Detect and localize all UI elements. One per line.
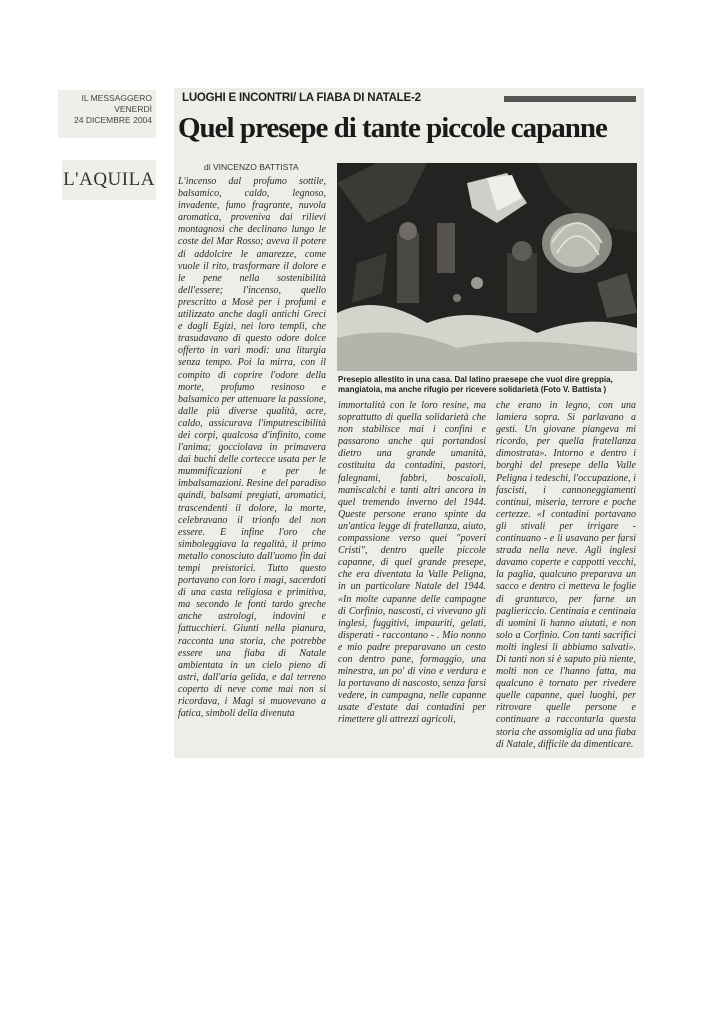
newspaper-name: IL MESSAGGERO — [81, 93, 152, 103]
article-clipping — [174, 88, 644, 758]
kicker-rule — [504, 96, 636, 102]
article-column-1: L'incenso dal profumo sottile, balsamico, caldo, legnoso, invadente, fumo fragrante, nuvola aromatica, proveniva dai rilievi montagnosi che declinano lungo le coste del Mar Rosso; aveva il potere di addolcire le amarezze, come vuole il rito, trasformare il dolore e le pene nella sostenibilità dell'essere; l'incenso, quello prescritto a Mosè per i profumi e utilizzato anche dagli antichi Greci e dagli Egizi, nei loro templi, che trasudavano di questo odore dolce offerto in vari modi: una liturgia senza tempo. Poi la mirra, con il compito di coprire l'odore della morte, profumo resinoso e balsamico per attenuare la passione, dalle più diverse qualità, acre, caldo, assicurava l'imputrescibilità dei corpi, qualcosa d'infinito, come l'anima; gocciolava in primavera dai buchi delle cortecce usata per le mummificazioni e per le imbalsamazioni. Resine del paradiso quindi, balsami pregiati, aromatici, trascendenti il dolore, la morte, celebravano il trionfo del non essere. E infine l'oro che simboleggiava la regalità, il primo metallo conosciuto dall'uomo fin dai tempi preistorici. Tutto questo portavano con loro i magi, sacerdoti di una casta religiosa e primitiva, ma secondo le fonti tardo greche anche astrologi, indovini e fattucchieri. Giunti nella pianura, racconta una storia, che potrebbe essere una fiaba di Natale ambientata in un cielo pieno di astri, dall'aria gelida, e dal terreno coperto di neve come mai non si ricordava, i Magi si muovevano a fatica, simboli della divenuta — [178, 176, 326, 720]
kicker-text: LUOGHI E INCONTRI/ LA FIABA DI NATALE-2 — [182, 92, 421, 104]
nativity-scene-image — [337, 163, 637, 371]
publication-weekday: VENERDÌ — [114, 104, 152, 114]
article-headline: Quel presepe di tante piccole capanne — [178, 112, 607, 144]
article-photo — [337, 163, 637, 371]
article-kicker — [182, 92, 638, 106]
photo-caption: Presepio allestito in una casa. Dal latino praesepe che vuol dire greppia, mangiatoia, ma anche rifugio per ricevere solidarietà (Foto V. Battista ) — [338, 375, 613, 394]
article-byline: di VINCENZO BATTISTA — [204, 162, 299, 172]
article-column-3: che erano in legno, con una lamiera sopra. Si parlavano a gesti. Un giovane piangeva mi ricordo, per quella fratellanza dimostrata». Intorno e dentro i borghi del presepe della Valle Peligna i tedeschi, l'occupazione, i fascisti, i cannoneggiamenti continui, miseria, terrore e poche certezze. «I contadini portavano gli stivali per irrigare - continuano - e li usavano per farsi strada nella neve. Agli inglesi davamo coperte e cappotti vecchi, la paglia, qualcuno preparava un sacco e dentro ci metteva le foglie di granturco, per farne un pagliericcio. Centinaia e centinaia di uomini li hanno aiutati, e non solo a Corfinio. Con tanti sacrifici molti inglesi li abbiamo salvati». Di tanti non si è saputo più niente, molti non ce l'hanno fatta, ma qualcuno è tornato per rivedere quelle capanne, quei luoghi, per ritrovare quelle persone e continuare a raccontarla questa storia che assomiglia ad una fiaba di Natale, difficile da dimenticare. — [496, 400, 636, 750]
publication-date: 24 DICEMBRE 2004 — [74, 115, 152, 125]
article-column-2: immortalità con le loro resine, ma soprattutto di quella solidarietà che non stabilisce mai i confini e passarono anche qui portandosi dietro una grande umanità, costituita da contadini, pastori, falegnami, fabbri, boscaioli, maniscalchi e tanti altri ancora in quel tremendo inverno del 1944. Queste persone erano spinte da un'antica legge di fratellanza, aiuto, compassione verso quei "poveri Cristi", dentro quelle piccole capanne, di quel grande presepe, che era diventata la Valle Peligna, in un particolare Natale del 1944. «In molte capanne delle campagne di Corfinio, nascosti, ci vivevano gli inglesi, fuggitivi, impauriti, gelati, disperati - raccontano - . Mio nonno e mio padre preparavano un cesto con dentro pane, formaggio, una minestra, un po' di vino e verdura e la portavano di nascosto, senza farsi vedere, in campagna, nelle capanne usate d'estate dai contadini per rimettere gli attrezzi agricoli, — [338, 400, 486, 726]
city-label: L'AQUILA — [62, 160, 156, 200]
newspaper-stamp — [58, 90, 156, 138]
